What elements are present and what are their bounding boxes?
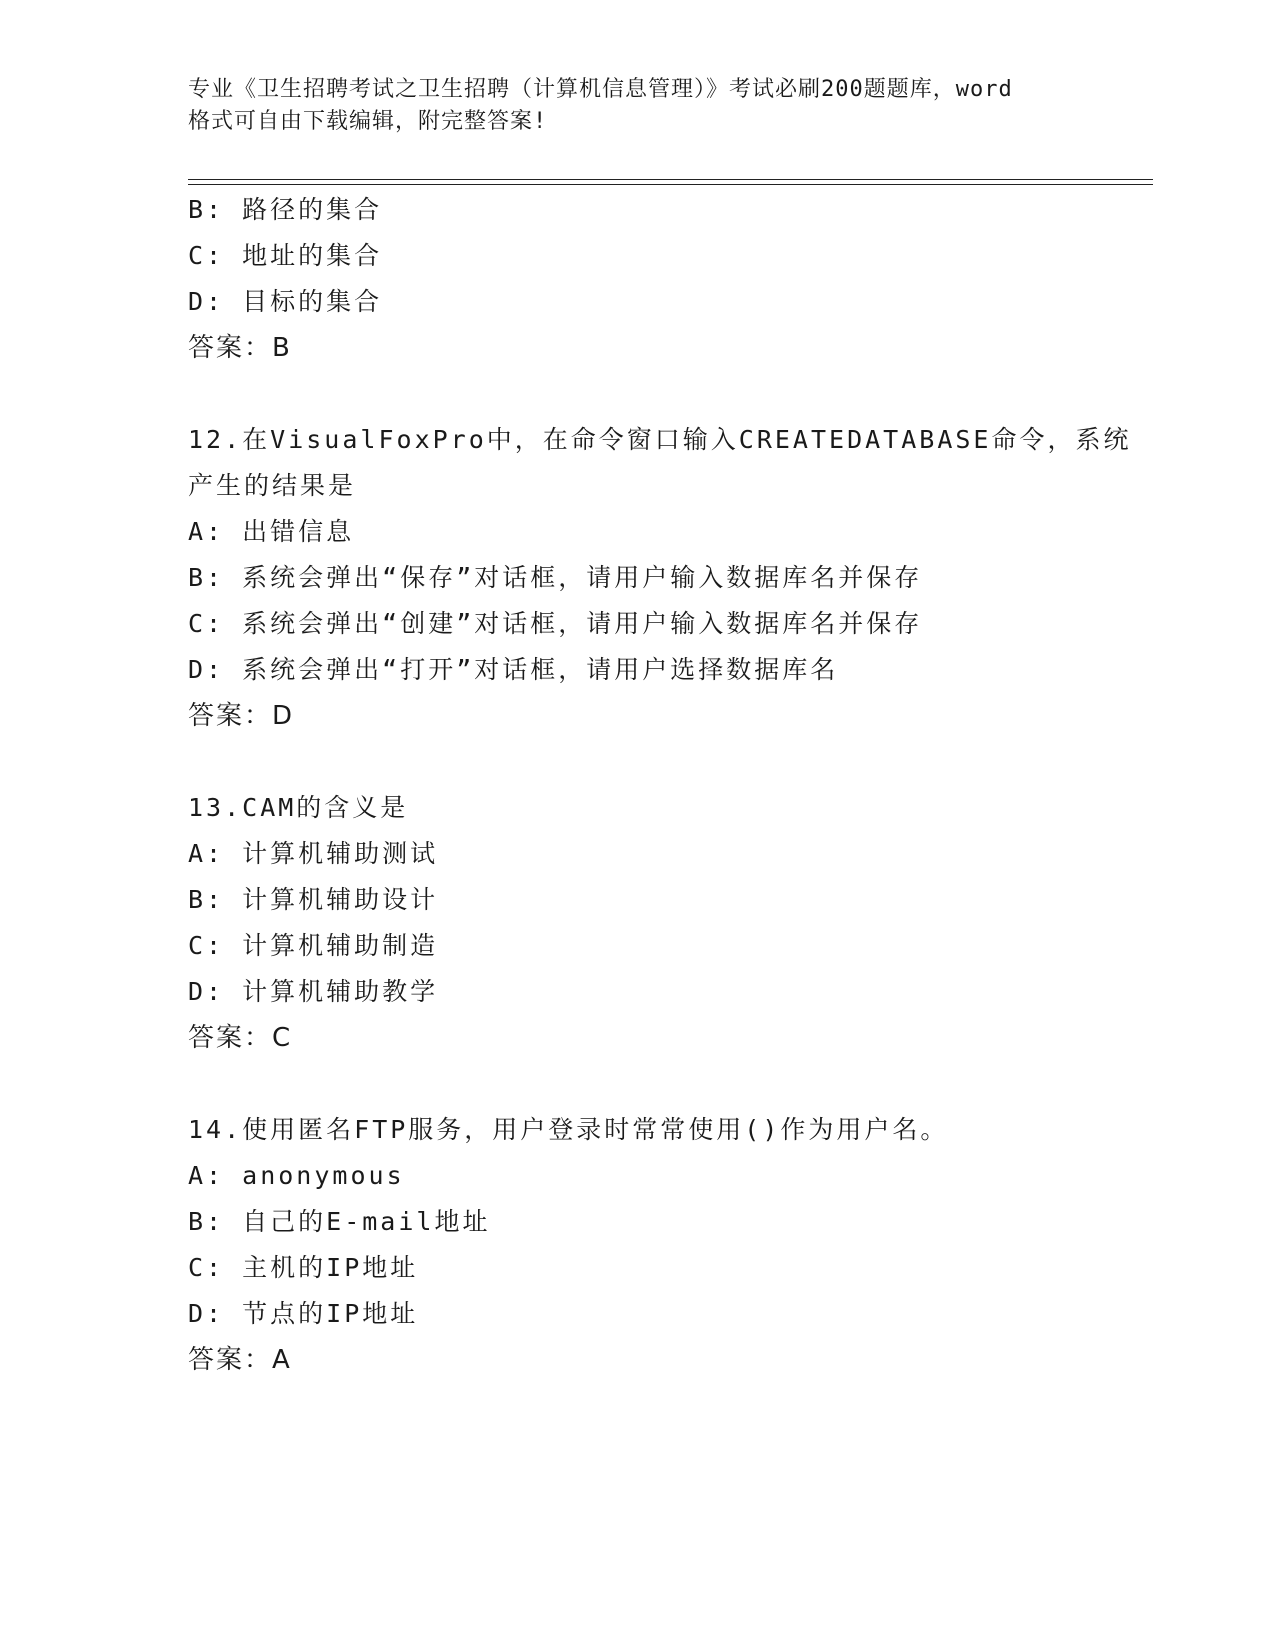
q13-option-c: C: 计算机辅助制造: [188, 931, 439, 960]
q14-option-c: C: 主机的IP地址: [188, 1253, 419, 1282]
header-line-2: 格式可自由下载编辑，附完整答案!: [188, 109, 548, 134]
q11-option-b: B: 路径的集合: [188, 195, 383, 224]
q14-stem: 14.使用匿名FTP服务，用户登录时常常使用()作为用户名。: [188, 1115, 949, 1144]
q12-option-b: B: 系统会弹出“保存”对话框，请用户输入数据库名并保存: [188, 563, 923, 592]
q12-option-d: D: 系统会弹出“打开”对话框，请用户选择数据库名: [188, 655, 839, 684]
q12-option-a: A: 出错信息: [188, 517, 355, 546]
q12-option-c: C: 系统会弹出“创建”对话框，请用户输入数据库名并保存: [188, 609, 923, 638]
q11-option-c: C: 地址的集合: [188, 241, 383, 270]
document-header: [188, 74, 1088, 138]
q14-option-a: A: anonymous: [188, 1161, 405, 1190]
q13-answer: 答案：C: [188, 1023, 293, 1053]
q13-option-b: B: 计算机辅助设计: [188, 885, 439, 914]
header-divider-bottom: [188, 184, 1153, 185]
q11-option-d: D: 目标的集合: [188, 287, 383, 316]
spacer: [188, 371, 1088, 417]
q13-option-a: A: 计算机辅助测试: [188, 839, 439, 868]
q12-answer: 答案：D: [188, 701, 295, 731]
question-11: [188, 187, 1088, 371]
q14-option-d: D: 节点的IP地址: [188, 1299, 419, 1328]
question-list: [188, 187, 1132, 1383]
q12-stem-line-1: 12.在VisualFoxPro中，在命令窗口输入CREATEDATABASE命令，系统: [188, 425, 1132, 454]
header-divider-top: [188, 179, 1153, 180]
question-13: [188, 785, 1088, 1061]
question-12: [188, 417, 1132, 739]
q14-option-b: B: 自己的E-mail地址: [188, 1207, 491, 1236]
q11-answer: 答案：B: [188, 333, 292, 363]
spacer: [188, 739, 1088, 785]
header-line-1: 专业《卫生招聘考试之卫生招聘（计算机信息管理）》考试必刷200题题库，word: [188, 77, 1013, 102]
spacer: [188, 1061, 1088, 1107]
q14-answer: 答案：A: [188, 1345, 292, 1375]
q13-option-d: D: 计算机辅助教学: [188, 977, 439, 1006]
question-14: [188, 1107, 1088, 1383]
q13-stem: 13.CAM的含义是: [188, 793, 409, 822]
q12-stem-line-2: 产生的结果是: [188, 471, 357, 500]
